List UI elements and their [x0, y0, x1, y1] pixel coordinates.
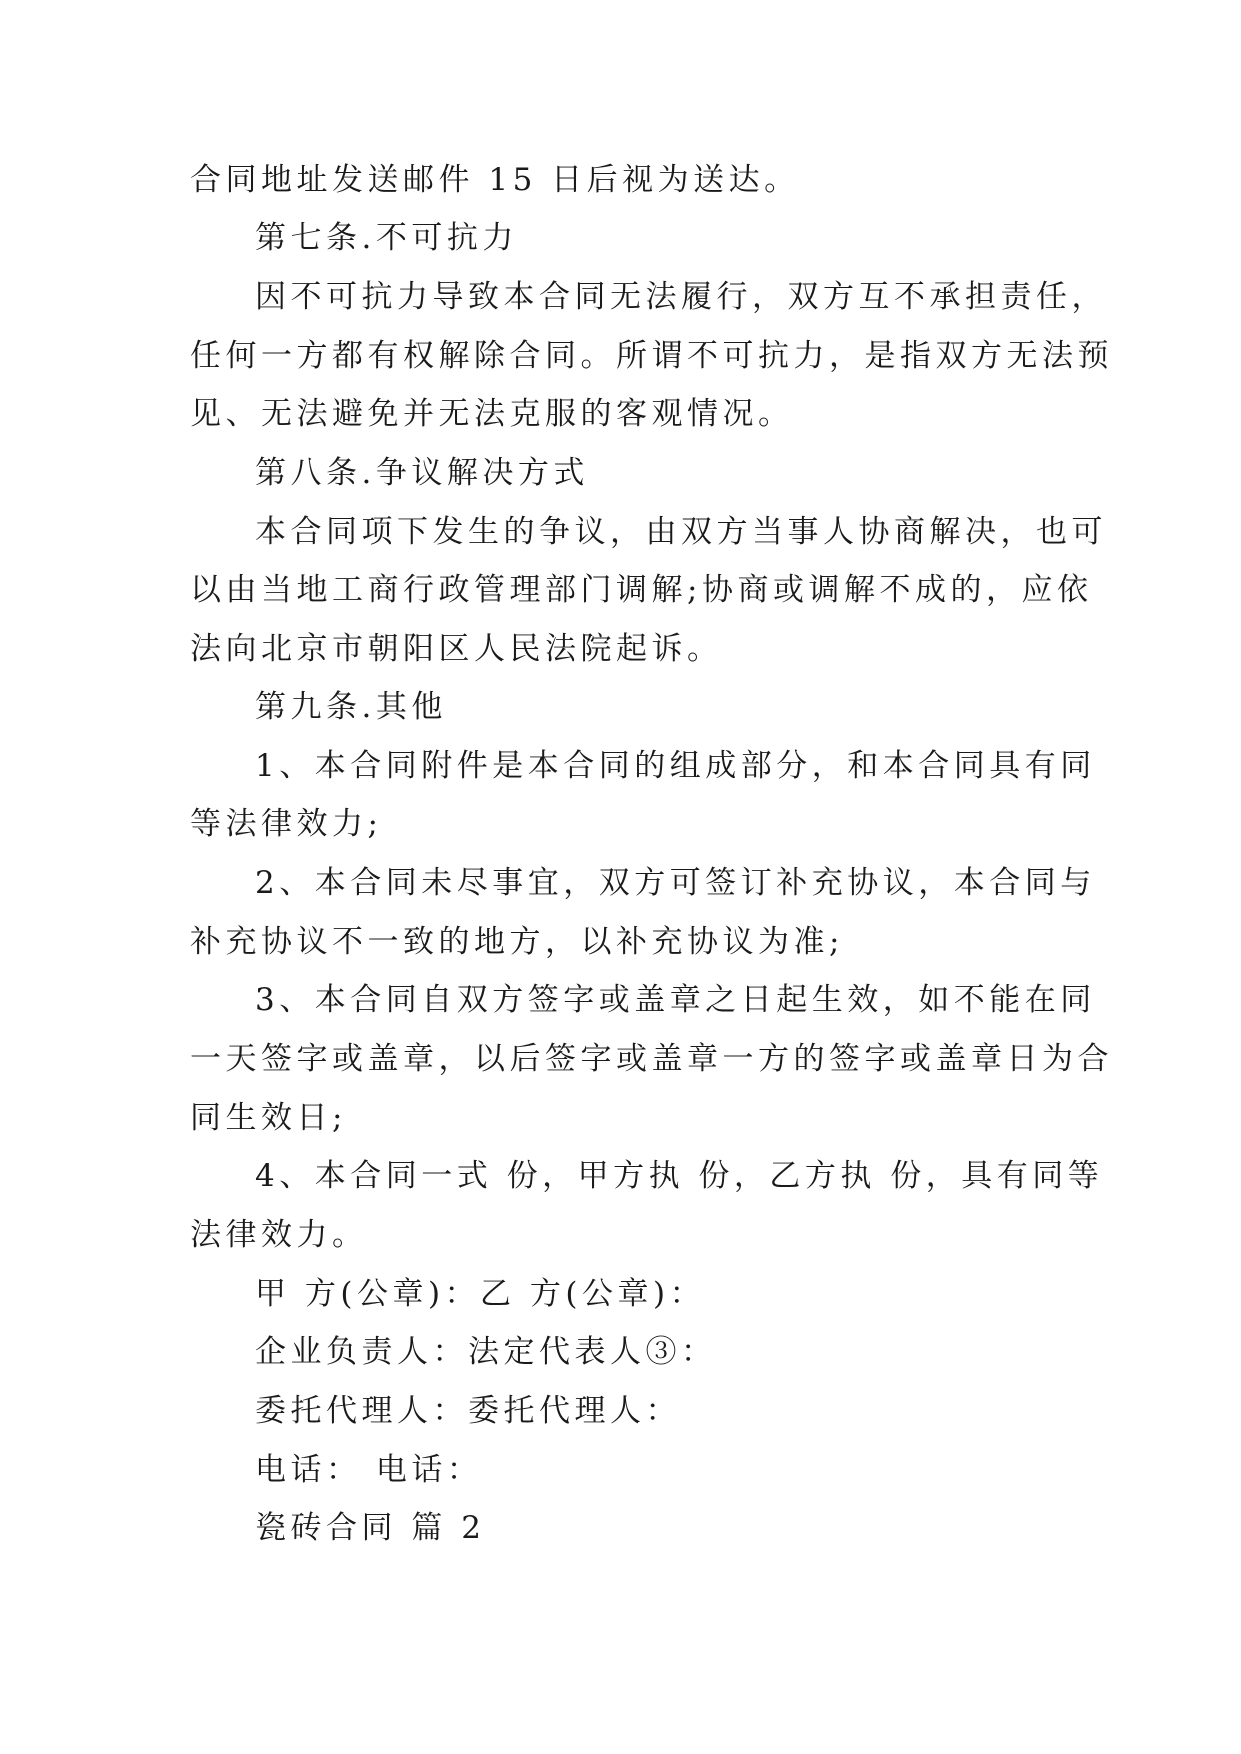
list-item-2: 2、本合同未尽事宜，双方可签订补充协议，本合同与 — [255, 865, 1096, 901]
text-line: 法向北京市朝阳区人民法院起诉。 — [190, 631, 723, 667]
next-contract-title: 瓷砖合同 篇 2 — [255, 1510, 486, 1546]
text-line: 同生效日; — [190, 1100, 347, 1136]
section-heading-other: 第九条.其他 — [255, 689, 447, 725]
text-line: 补充协议不一致的地方，以补充协议为准; — [190, 924, 844, 960]
text-line: 任何一方都有权解除合同。所谓不可抗力，是指双方无法预 — [190, 338, 1113, 374]
text-line: 本合同项下发生的争议，由双方当事人协商解决，也可 — [255, 514, 1107, 550]
list-item-1: 1、本合同附件是本合同的组成部分，和本合同具有同 — [255, 748, 1096, 784]
text-line: 法律效力。 — [190, 1217, 368, 1253]
signature-phones: 电话： 电话： — [255, 1452, 483, 1488]
text-line: 一天签字或盖章，以后签字或盖章一方的签字或盖章日为合 — [190, 1041, 1113, 1077]
signature-agents: 委托代理人：委托代理人： — [255, 1393, 681, 1429]
signature-representatives: 企业负责人：法定代表人③： — [255, 1334, 717, 1370]
text-line: 以由当地工商行政管理部门调解;协商或调解不成的，应依 — [190, 572, 1093, 608]
section-heading-force-majeure: 第七条.不可抗力 — [255, 220, 518, 256]
text-line: 因不可抗力导致本合同无法履行，双方互不承担责任， — [255, 279, 1107, 315]
text-line: 合同地址发送邮件 15 日后视为送达。 — [190, 162, 800, 198]
text-line: 见、无法避免并无法克服的客观情况。 — [190, 396, 794, 432]
list-item-4: 4、本合同一式 份，甲方执 份，乙方执 份，具有同等 — [255, 1158, 1104, 1194]
text-line: 等法律效力; — [190, 806, 383, 842]
list-item-3: 3、本合同自双方签字或盖章之日起生效，如不能在同 — [255, 982, 1096, 1018]
signature-party-seals: 甲 方(公章)：乙 方(公章)： — [255, 1276, 706, 1312]
section-heading-dispute-resolution: 第八条.争议解决方式 — [255, 455, 589, 491]
